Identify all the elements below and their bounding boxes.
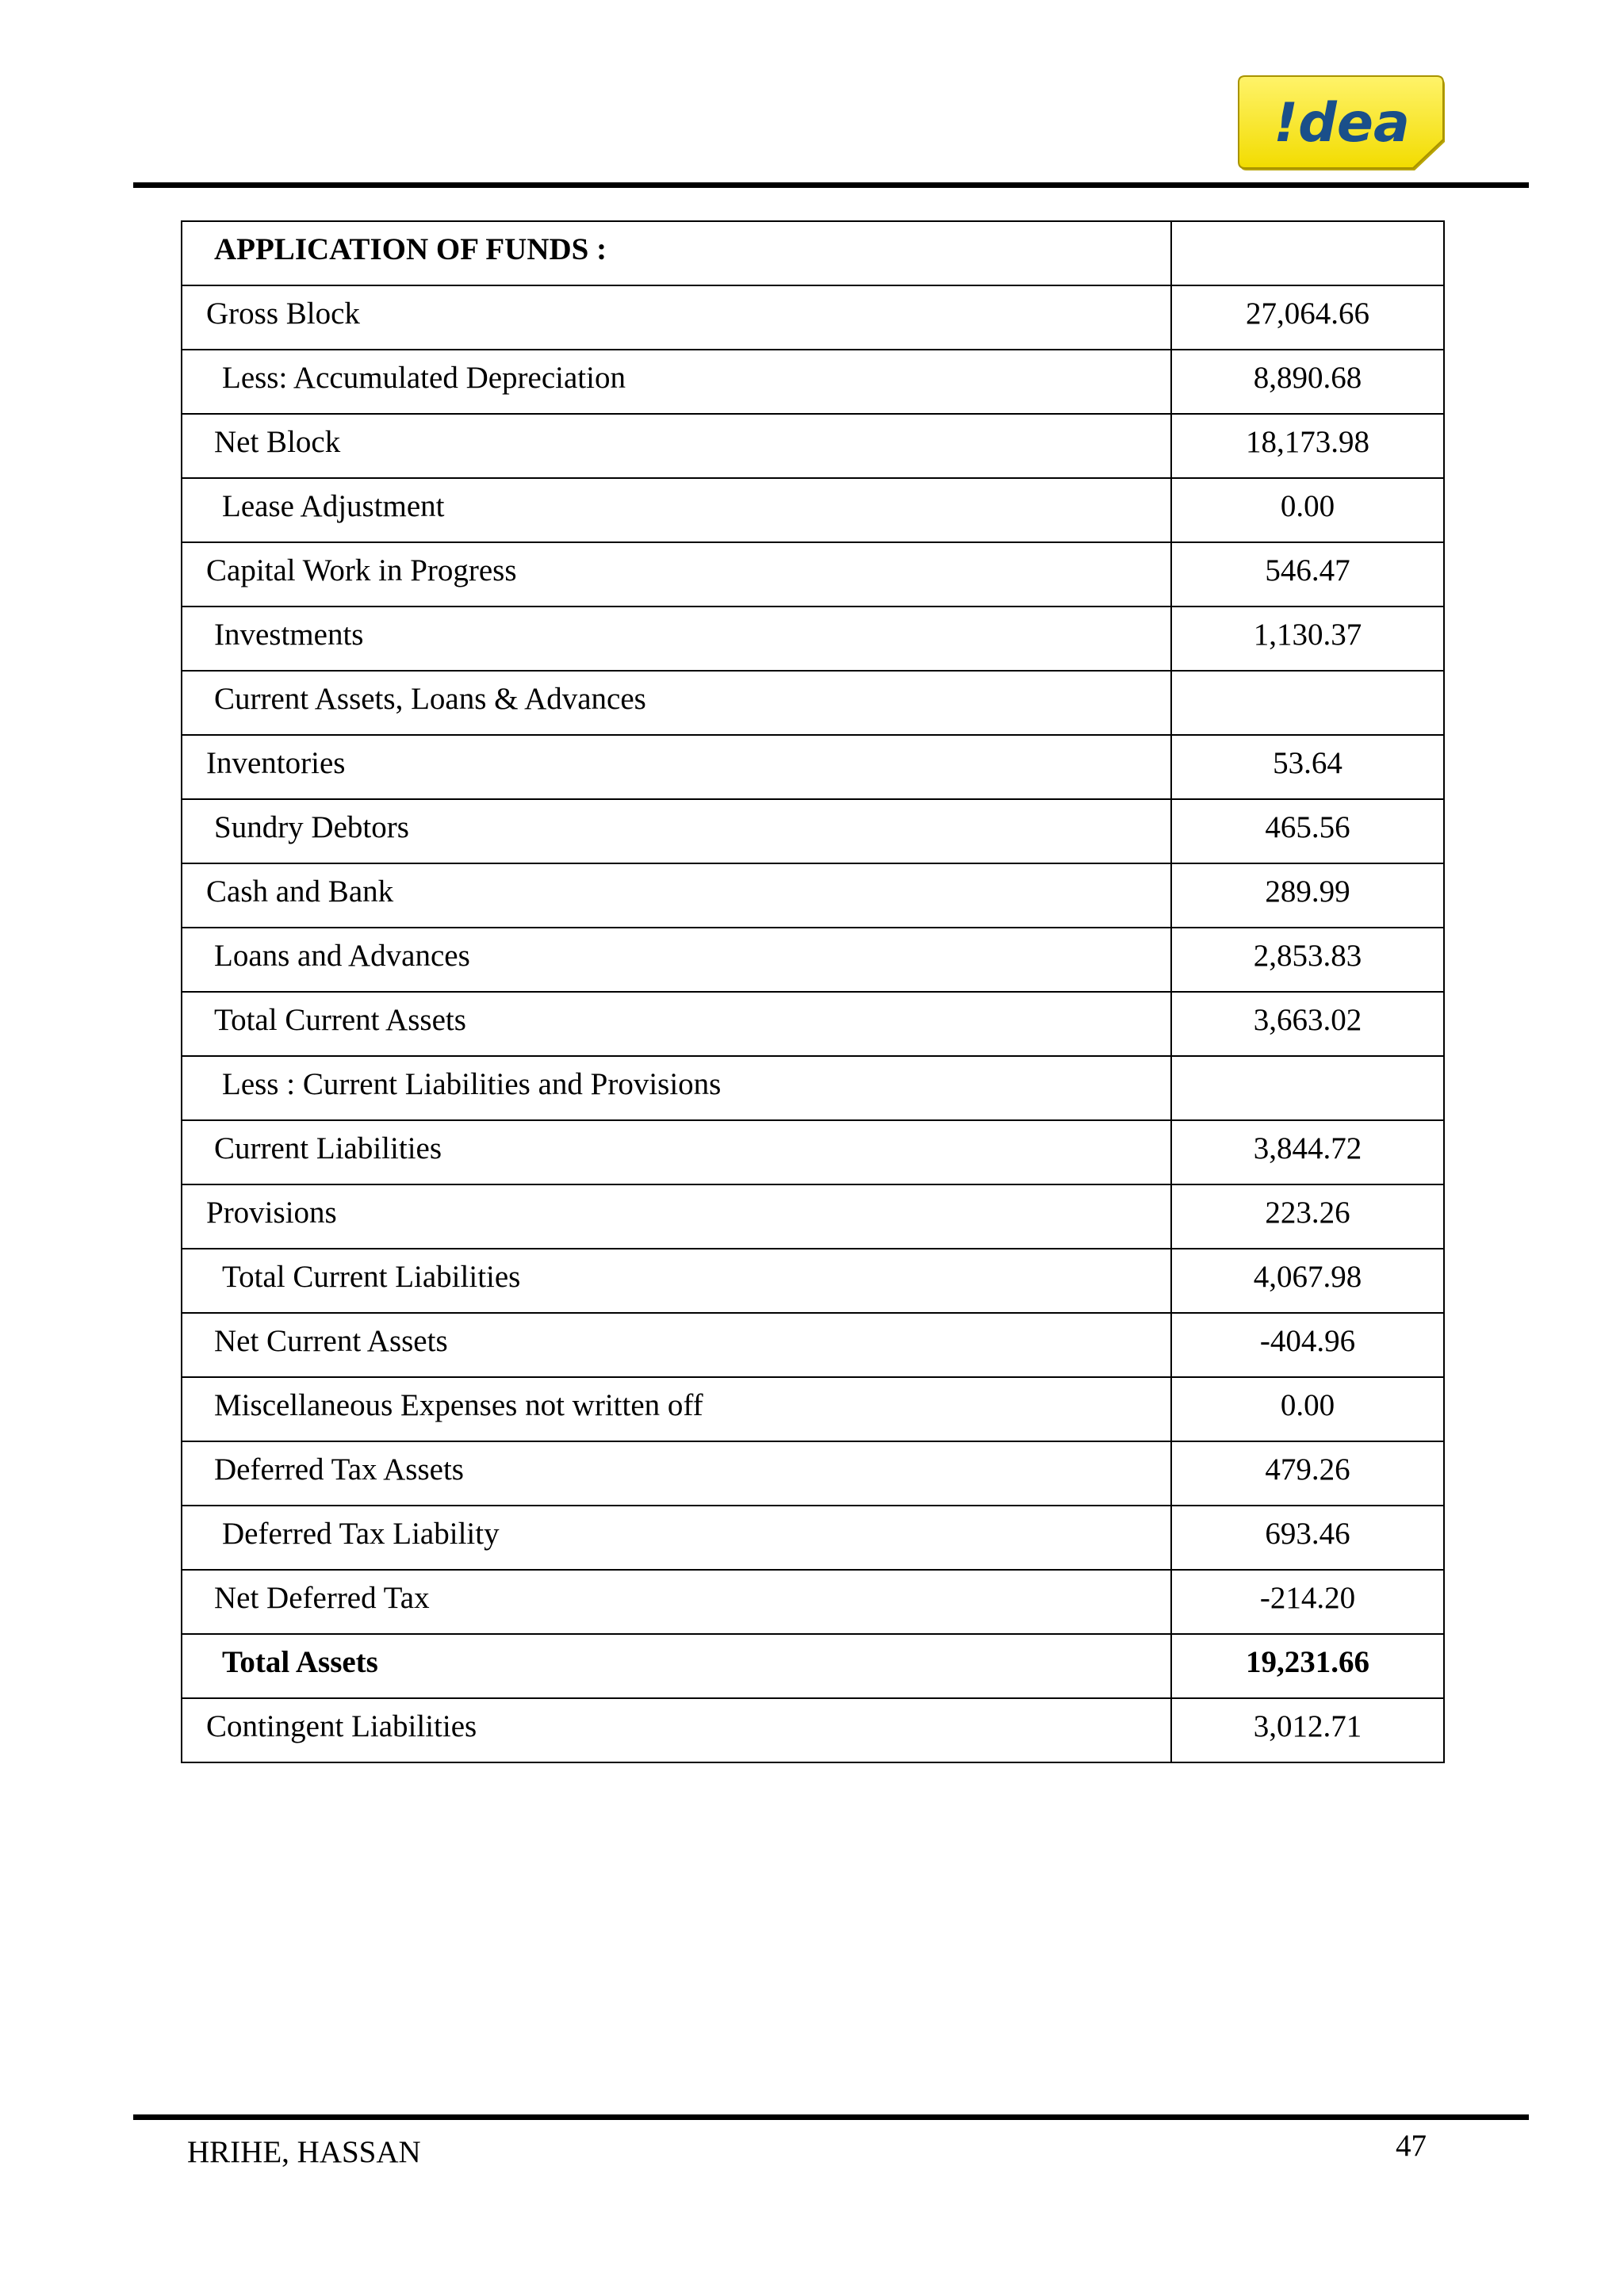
row-value: 546.47 <box>1171 542 1444 607</box>
row-value <box>1171 221 1444 285</box>
row-label: Loans and Advances <box>182 928 1171 992</box>
table-row <box>182 1634 1444 1698</box>
table-row <box>182 607 1444 671</box>
row-value: 27,064.66 <box>1171 285 1444 350</box>
row-label: Current Assets, Loans & Advances <box>182 671 1171 735</box>
row-label: Net Current Assets <box>182 1313 1171 1377</box>
row-label: Gross Block <box>182 285 1171 350</box>
application-of-funds-table <box>181 220 1445 1763</box>
table-row <box>182 735 1444 799</box>
table-row <box>182 1313 1444 1377</box>
page-number: 47 <box>1396 2129 1427 2163</box>
row-value: 693.46 <box>1171 1506 1444 1570</box>
idea-logo <box>1234 71 1448 174</box>
row-value: 0.00 <box>1171 1377 1444 1441</box>
row-value: 2,853.83 <box>1171 928 1444 992</box>
row-value <box>1171 671 1444 735</box>
table-row <box>182 863 1444 928</box>
row-value: 4,067.98 <box>1171 1249 1444 1313</box>
table-row <box>182 350 1444 414</box>
row-value: 1,130.37 <box>1171 607 1444 671</box>
footer-author: HRIHE, HASSAN <box>187 2135 421 2169</box>
row-label: APPLICATION OF FUNDS : <box>182 221 1171 285</box>
table-row <box>182 1506 1444 1570</box>
row-label: Total Assets <box>182 1634 1171 1698</box>
row-value: 465.56 <box>1171 799 1444 863</box>
row-label: Total Current Liabilities <box>182 1249 1171 1313</box>
row-label: Cash and Bank <box>182 863 1171 928</box>
row-label: Inventories <box>182 735 1171 799</box>
table-row <box>182 1056 1444 1120</box>
table-row <box>182 1570 1444 1634</box>
row-label: Sundry Debtors <box>182 799 1171 863</box>
table-row <box>182 285 1444 350</box>
row-label: Total Current Assets <box>182 992 1171 1056</box>
table-row <box>182 1698 1444 1762</box>
row-label: Current Liabilities <box>182 1120 1171 1184</box>
row-value: 18,173.98 <box>1171 414 1444 478</box>
row-value: 0.00 <box>1171 478 1444 542</box>
table-row <box>182 992 1444 1056</box>
row-value: 479.26 <box>1171 1441 1444 1506</box>
row-label: Capital Work in Progress <box>182 542 1171 607</box>
row-label: Deferred Tax Assets <box>182 1441 1171 1506</box>
row-label: Lease Adjustment <box>182 478 1171 542</box>
row-label: Net Deferred Tax <box>182 1570 1171 1634</box>
header-rule <box>133 182 1529 188</box>
table-row <box>182 799 1444 863</box>
table-row <box>182 1120 1444 1184</box>
row-value: -214.20 <box>1171 1570 1444 1634</box>
row-value: 3,012.71 <box>1171 1698 1444 1762</box>
row-value: 289.99 <box>1171 863 1444 928</box>
row-value <box>1171 1056 1444 1120</box>
table-row <box>182 1249 1444 1313</box>
table-row <box>182 542 1444 607</box>
row-value: 223.26 <box>1171 1184 1444 1249</box>
table-header-row <box>182 221 1444 285</box>
row-value: 8,890.68 <box>1171 350 1444 414</box>
row-label: Deferred Tax Liability <box>182 1506 1171 1570</box>
row-label: Less : Current Liabilities and Provisions <box>182 1056 1171 1120</box>
row-label: Investments <box>182 607 1171 671</box>
table-row <box>182 1184 1444 1249</box>
row-label: Less: Accumulated Depreciation <box>182 350 1171 414</box>
table-row <box>182 414 1444 478</box>
logo-wordmark: !dea <box>1274 92 1410 155</box>
table-row <box>182 671 1444 735</box>
footer-rule <box>133 2114 1529 2120</box>
table-row <box>182 928 1444 992</box>
row-value: 53.64 <box>1171 735 1444 799</box>
row-value: 3,844.72 <box>1171 1120 1444 1184</box>
row-label: Net Block <box>182 414 1171 478</box>
row-label: Provisions <box>182 1184 1171 1249</box>
row-value: 19,231.66 <box>1171 1634 1444 1698</box>
table-row <box>182 1377 1444 1441</box>
row-value: 3,663.02 <box>1171 992 1444 1056</box>
row-label: Contingent Liabilities <box>182 1698 1171 1762</box>
row-label: Miscellaneous Expenses not written off <box>182 1377 1171 1441</box>
row-value: -404.96 <box>1171 1313 1444 1377</box>
table-row <box>182 478 1444 542</box>
table-row <box>182 1441 1444 1506</box>
